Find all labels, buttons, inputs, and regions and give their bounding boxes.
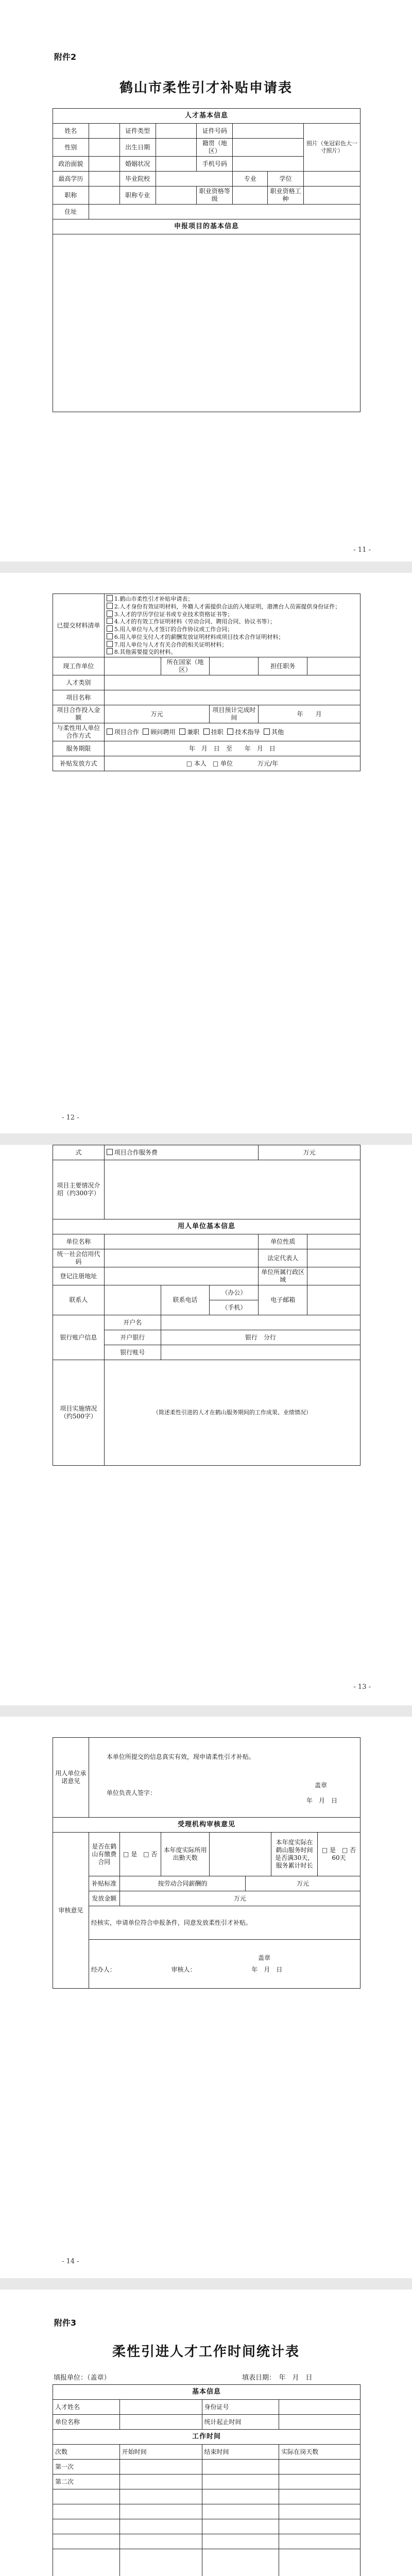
label-unit-name: 单位名称 (53, 2415, 120, 2430)
field-address[interactable] (89, 205, 360, 219)
field-origin[interactable] (233, 139, 304, 157)
page-number: - 13 - (353, 1683, 371, 1691)
field-reg-address[interactable] (104, 1267, 258, 1285)
field-unit-nature[interactable] (307, 1234, 360, 1249)
label-account-name: 开户名 (104, 1315, 161, 1330)
project-info-area[interactable] (53, 234, 360, 412)
label-contact: 联系人 (53, 1285, 105, 1315)
field-days[interactable] (279, 2489, 360, 2504)
field-job-title[interactable] (307, 657, 360, 675)
field-bank-name[interactable]: 银行 分行 (161, 1330, 360, 1345)
attachment-label: 附件2 (54, 52, 77, 62)
field-talent-name[interactable] (119, 2400, 202, 2415)
field-end[interactable] (202, 2534, 279, 2549)
label-cert-no: 证件号码 (197, 124, 233, 139)
field-days[interactable] (279, 2519, 360, 2534)
label-qualification: 职业资格等级 (197, 187, 233, 205)
page-number: - 11 - (353, 546, 371, 554)
attachment-label: 附件3 (54, 2318, 77, 2328)
commit-leader[interactable]: 单位负责人签字： (106, 1789, 156, 1797)
page-1 (0, 0, 412, 562)
field-legal-rep[interactable] (307, 1249, 360, 1267)
label-bank-name: 开户银行 (104, 1330, 161, 1345)
field-end[interactable] (202, 2475, 279, 2489)
table-row (53, 2519, 120, 2534)
label-title: 职称 (53, 187, 89, 205)
col-start: 开始时间 (119, 2445, 202, 2460)
label-origin: 籍贯（地区） (197, 139, 233, 157)
page-number: - 12 - (62, 1114, 79, 1122)
relation-options (104, 723, 360, 741)
field-end[interactable] (202, 2549, 279, 2576)
label-coop-amount: 项目合作投入金额 (53, 705, 105, 723)
field-phone[interactable] (233, 157, 304, 172)
label-legal-rep: 法定代表人 (259, 1249, 307, 1267)
section-basic-header: 基本信息 (53, 2385, 360, 2400)
field-end[interactable] (202, 2460, 279, 2475)
material-item[interactable]: 6.用人单位支付人才的薪酬发放证明材料或项目技术合作证明材料； (107, 633, 358, 641)
field-impact[interactable]: （简述柔性引进的人才在鹤山服务期间的工作成果、业绩情况） (104, 1360, 360, 1466)
relation-option[interactable]: 其他 (264, 728, 284, 736)
field-days[interactable] (279, 2460, 360, 2475)
relation-option[interactable]: 顾问聘用 (143, 728, 175, 736)
review-date: 年 月 日 (251, 1966, 283, 1973)
field-title-major[interactable] (156, 187, 197, 205)
label-grad-school: 毕业院校 (119, 172, 156, 187)
label-standard: 补贴标准 (89, 1876, 119, 1891)
service-fee-amount[interactable]: 万元 (259, 1145, 360, 1160)
section-review-header: 受理机构审核意见 (53, 1818, 360, 1833)
label-relation: 与柔性用人单位合作方式 (53, 723, 105, 741)
relation-option[interactable]: 技术指导 (227, 728, 260, 736)
label-project-desc: 项目主要情况介绍（约300字） (53, 1160, 105, 1219)
field-amount[interactable]: 万元 (119, 1891, 360, 1906)
label-top-row: 式 (53, 1145, 105, 1160)
field-start[interactable] (119, 2460, 202, 2475)
field-start[interactable] (119, 2475, 202, 2489)
label-id-no: 身份证号 (202, 2400, 279, 2415)
reviewer-signature[interactable]: 审核人： (171, 1966, 196, 1973)
label-q2: 本年度实际所用出勤天数 (161, 1833, 210, 1876)
project-table (53, 594, 360, 771)
label-subsidy: 补贴发放方式 (53, 756, 105, 771)
label-birth: 出生日期 (119, 139, 156, 157)
label-academic-degree: 学位 (268, 172, 304, 187)
field-standard[interactable]: 按劳动合同薪酬的 (119, 1876, 246, 1891)
label-unit-region: 单位所属行政区域 (259, 1267, 307, 1285)
field-unit-name[interactable] (119, 2415, 202, 2430)
material-item[interactable]: 1.鹤山市柔性引才补贴申请表； (107, 595, 358, 603)
field-birth[interactable] (156, 139, 197, 157)
section-worktime-header: 工作时间 (53, 2430, 360, 2445)
field-cert-no[interactable] (233, 124, 304, 139)
page-4 (0, 1717, 412, 2278)
label-service-period: 服务期限 (53, 741, 105, 756)
page-gap (0, 562, 412, 573)
page-5 (0, 2290, 412, 2576)
material-item[interactable]: 7.用人单位与人才有关合作的相关证明材料； (107, 641, 358, 649)
label-name: 姓名 (53, 124, 89, 139)
section-talent-header: 人才基本信息 (53, 109, 360, 124)
label-talent-category: 人才类别 (53, 675, 105, 690)
section-employer-header: 用人单位基本信息 (53, 1219, 360, 1234)
field-q3[interactable]: □ 是 □ 否 60天 (318, 1833, 360, 1876)
table-row: 第二次 (53, 2475, 120, 2489)
table-row (53, 2489, 120, 2504)
field-subsidy[interactable]: □ 本人 □ 单位 万元/年 (104, 756, 360, 771)
field-name[interactable] (89, 124, 119, 139)
field-end[interactable] (202, 2489, 279, 2504)
label-coop-period: 项目预计完成时间 (210, 705, 259, 723)
label-phone: 手机号码 (197, 157, 233, 172)
page-gap (0, 1705, 412, 1717)
review-stamp: 盖章 (258, 1954, 270, 1961)
field-start[interactable] (119, 2489, 202, 2504)
field-project-name[interactable] (104, 690, 360, 705)
materials-label: 已提交材料清单 (53, 594, 105, 657)
label-degree: 最高学历 (53, 172, 89, 187)
commit-date: 年 月 日 (306, 1797, 337, 1804)
label-unit-nature: 单位性质 (259, 1234, 307, 1249)
page-2 (0, 573, 412, 1133)
field-bank-account[interactable] (161, 1345, 360, 1360)
materials-list (104, 594, 360, 657)
field-end[interactable] (202, 2504, 279, 2519)
page-gap (0, 1133, 412, 1145)
label-address: 住址 (53, 205, 89, 219)
field-talent-category[interactable] (104, 675, 360, 690)
field-qualification[interactable] (233, 187, 268, 205)
col-end: 结束时间 (202, 2445, 279, 2460)
field-project-desc[interactable] (104, 1160, 360, 1219)
worktime-table (53, 2384, 360, 2576)
field-gender[interactable] (89, 139, 119, 157)
field-politics[interactable] (89, 157, 119, 172)
field-q1[interactable]: □ 是 □ 否 (119, 1833, 161, 1876)
field-account-name[interactable] (161, 1315, 360, 1330)
review-table (53, 1737, 360, 1989)
field-unit-country[interactable] (210, 657, 259, 675)
review-conclusion: 经核实，申请单位符合申报条件，同意发放柔性引才补贴。 (89, 1906, 360, 1940)
label-bank-info: 银行账户信息 (53, 1315, 105, 1360)
label-job-title: 担任职务 (259, 657, 307, 675)
field-current-unit[interactable] (104, 657, 161, 675)
label-unit-name: 单位名称 (53, 1234, 105, 1249)
relation-option[interactable]: 兼职 (179, 728, 199, 736)
field-service-period[interactable]: 年 月 日 至 年 月 日 (104, 741, 360, 756)
field-grad-school[interactable] (156, 172, 233, 187)
field-contact[interactable] (104, 1285, 161, 1315)
label-gender: 性别 (53, 139, 89, 157)
label-bank-account: 银行账号 (104, 1345, 161, 1360)
field-degree[interactable] (89, 172, 119, 187)
fill-date[interactable]: 填表日期： 年 月 日 (242, 2374, 313, 2382)
talent-info-table (53, 108, 360, 412)
field-id-no[interactable] (279, 2400, 360, 2415)
field-days[interactable] (279, 2549, 360, 2576)
section-project-header: 申报项目的基本信息 (53, 219, 360, 234)
field-qual-type[interactable] (304, 187, 360, 205)
label-title-major: 职称专业 (119, 187, 156, 205)
label-email: 电子邮箱 (259, 1285, 307, 1315)
label-review: 审核意见 (53, 1833, 89, 1989)
photo-box[interactable]: 照片（免冠彩色大一寸照片） (304, 124, 360, 172)
fill-unit[interactable]: 填报单位：（盖章） (54, 2374, 111, 2382)
label-politics: 政治面貌 (53, 157, 89, 172)
table-row: 第一次 (53, 2460, 120, 2475)
field-days[interactable] (279, 2504, 360, 2519)
page-number: - 14 - (62, 2258, 79, 2265)
field-coop-period[interactable]: 年 月 (259, 705, 360, 723)
label-q3: 本年度实际在鹤山服务时间是否满30天，服务累计时长 (271, 1833, 318, 1876)
employer-table (53, 1145, 360, 1466)
field-start[interactable] (119, 2519, 202, 2534)
form-title: 柔性引进人才工作时间统计表 (112, 2344, 300, 2360)
field-start[interactable] (119, 2549, 202, 2576)
field-title[interactable] (89, 187, 119, 205)
commit-stamp: 盖章 (314, 1782, 327, 1789)
commit-area (89, 1738, 360, 1818)
label-contact-phone: 联系电话 (161, 1285, 210, 1315)
field-cert-type[interactable] (156, 124, 197, 139)
material-item[interactable]: 8.其他需要提交的材料。 (107, 648, 358, 656)
table-row (53, 2534, 120, 2549)
label-cert-type: 证件类型 (119, 124, 156, 139)
label-stats-period: 统计起止时间 (202, 2415, 279, 2430)
material-item[interactable]: 5.用人单位与人才签订的合作协议或工作合同； (107, 625, 358, 633)
field-days[interactable] (279, 2534, 360, 2549)
field-academic-degree[interactable] (304, 172, 360, 187)
handler-signature[interactable]: 经办人： (91, 1966, 116, 1973)
material-item[interactable]: 3.人才的学历学位证书或专业技术资格证书等； (107, 611, 358, 618)
field-days[interactable] (279, 2475, 360, 2489)
label-impact: 项目实施情况（约500字） (53, 1360, 105, 1466)
table-row (53, 2504, 120, 2519)
field-credit-code[interactable] (104, 1249, 258, 1267)
col-seq: 次数 (53, 2445, 120, 2460)
blank-rows[interactable] (53, 2549, 120, 2576)
relation-option[interactable]: 项目合作 (107, 728, 139, 736)
label-q1: 是否在鹤山有缴费合同 (89, 1833, 119, 1876)
material-item[interactable]: 4.人才的有效工作证明材料（劳动合同、聘用合同、协议书等）； (107, 618, 358, 625)
col-days: 实际在岗天数 (279, 2445, 360, 2460)
label-credit-code: 统一社会信用代码 (53, 1249, 105, 1267)
field-q2[interactable] (210, 1833, 271, 1876)
material-item[interactable]: 2.人才身份有效证明材料，外籍人才需提供合法的入境证明，港澳台人员需提供身份证件； (107, 603, 358, 611)
field-office-phone[interactable]: （办公） (210, 1285, 259, 1300)
field-unit-name[interactable] (104, 1234, 258, 1249)
label-qual-type: 职业资格工种 (268, 187, 304, 205)
field-start[interactable] (119, 2534, 202, 2549)
label-current-unit: 现工作单位 (53, 657, 105, 675)
commit-text: 本单位所提交的信息真实有效，现申请柔性引才补贴。 (106, 1753, 255, 1760)
field-stats-period[interactable] (279, 2415, 360, 2430)
label-marital: 婚姻状况 (119, 157, 156, 172)
label-amount: 发放金额 (89, 1891, 119, 1906)
field-coop-amount[interactable]: 万元 (104, 705, 210, 723)
review-signers (91, 1962, 358, 1974)
field-start[interactable] (119, 2504, 202, 2519)
label-commit: 用人单位承诺意见 (53, 1738, 89, 1818)
field-marital[interactable] (156, 157, 197, 172)
page-gap (0, 2278, 412, 2290)
label-reg-address: 登记注册地址 (53, 1267, 105, 1285)
form-title: 鹤山市柔性引才补贴申请表 (119, 80, 293, 96)
review-sign-area (89, 1940, 360, 1989)
label-talent-name: 人才姓名 (53, 2400, 120, 2415)
service-fee-option[interactable]: 项目合作服务费 (104, 1145, 258, 1160)
field-unit-region[interactable] (307, 1267, 360, 1285)
page-3 (0, 1145, 412, 1705)
label-project-name: 项目名称 (53, 690, 105, 705)
label-major: 专业 (233, 172, 268, 187)
relation-option[interactable]: 挂职 (203, 728, 224, 736)
label-unit-country: 所在国家（地区） (161, 657, 210, 675)
field-email[interactable] (307, 1285, 360, 1315)
field-mobile[interactable]: （手机） (210, 1300, 259, 1315)
field-standard-unit[interactable]: 万元 (246, 1876, 360, 1891)
field-end[interactable] (202, 2519, 279, 2534)
